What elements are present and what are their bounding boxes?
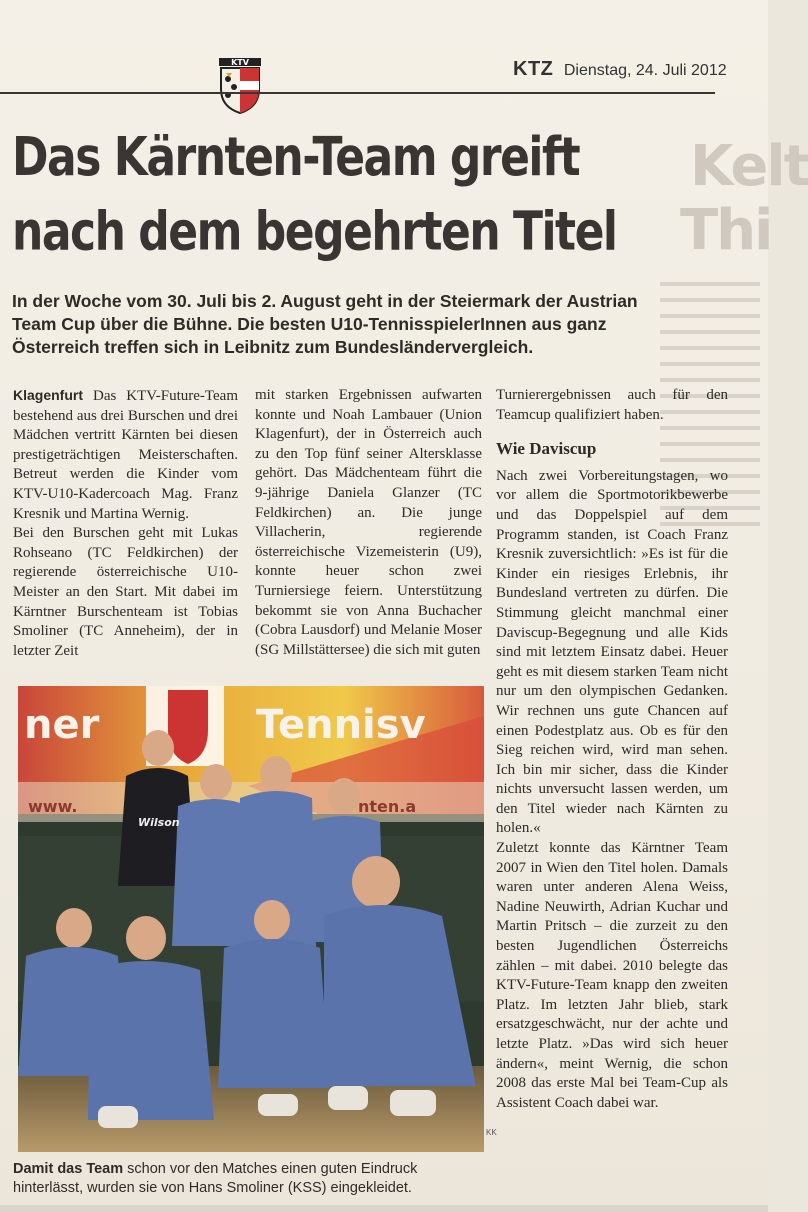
- article-column-3: [496, 386, 728, 1113]
- photo-credit: KK: [486, 1128, 497, 1137]
- ktv-logo: [218, 57, 262, 115]
- caption-text: schon vor den Matches einen guten Eindruck hinterlässt, wurden sie von Hans Smoliner (KSS) eingekleidet.: [13, 1161, 418, 1196]
- photo-caption: [13, 1160, 483, 1198]
- shirt-brand: Wilson: [138, 816, 180, 829]
- article-headline: [12, 120, 662, 269]
- column-1-paragraph: [13, 386, 238, 524]
- dateline: Klagenfurt: [13, 387, 83, 403]
- page-edge: [0, 1205, 768, 1212]
- article-lead: In der Woche vom 30. Juli bis 2. August geht in der Steiermark der Austrian Team Cup über die Bühne. Die besten U10-TennisspielerInnen aus ganz Österreich treffen sich in Leibnitz zum Bundesländervergleich.: [12, 291, 638, 357]
- headline-line-2: nach dem begehrten Titel: [12, 200, 617, 263]
- caption-lead: Damit das Team: [13, 1161, 124, 1177]
- banner-url-left: www.: [28, 797, 78, 816]
- article-column-1: [13, 386, 238, 661]
- column-1-paragraph-2: Bei den Burschen geht mit Lukas Rohseano (TC Feldkirchen) der regierende österreichische U10-Meister an den Start. Mit dabei im Kärntner Burschenteam ist Tobias Smoliner (TC Anneheim), der in letzter Zeit: [13, 525, 238, 659]
- column-2-paragraph: mit starken Ergebnissen aufwarten konnte und Noah Lambauer (Union Klagenfurt), der in Österreich auch zu den Top fünf seiner Altersklasse gehört. Das Mädchenteam führt die 9-jährige Daniela Glanzer (TC Feldkirchen) an. Die junge Villacherin, regierende österreichische Vizemeisterin (U9), konnte heuer schon zwei Turniersiege feiern. Unterstützung bekommt sie von Anna Buchacher (Cobra Lausdorf) und Melanie Moser (SG Millstättersee) die sich mit guten: [255, 387, 482, 658]
- article-column-2: [255, 386, 482, 660]
- headline-line-1: Das Kärnten-Team greift: [12, 126, 580, 189]
- column-3-paragraph-1: Turnierergebnissen auch für den Teamcup qualifiziert haben.: [496, 387, 728, 423]
- paper-name: KTZ: [513, 58, 554, 80]
- banner-text-left: ner: [24, 702, 100, 748]
- issue-date: Dienstag, 24. Juli 2012: [563, 62, 727, 79]
- logo-text: KTV: [231, 58, 249, 67]
- column-3-paragraph-2: Nach zwei Vorbereitungstagen, wo vor allem die Sportmotorikbewerbe und das Doppelspiel auf dem Programm standen, ist Coach Franz Kresnik zuversichtlich: »Es ist für die Kinder ein riesiges Erlebnis, ihr Bundesland vertreten zu dürfen. Die Stimmung gleicht manchmal einer Daviscup-Begegnung und alle Kids sind mit letztem Einsatz dabei. Heuer geht es mit diesem starken Team nicht nur um den olympischen Gedanken. Wir rechnen uns gute Chancen auf einen Podestplatz aus. Ob es für den Sieg reichen wird, wird man sehen. Ich bin mir sicher, dass die Kinder nichts unversucht lassen werden, um den Titel wieder nach Kärnten zu holen.«: [496, 467, 728, 837]
- subheading: Wie Daviscup: [496, 439, 597, 459]
- banner-text-right: Tennisv: [256, 702, 426, 748]
- masthead-rule: [0, 92, 715, 94]
- bleed-headline-2: Thi: [680, 198, 772, 263]
- column-1-text: Das KTV-Future-Team bestehend aus drei Burschen und drei Mädchen vertritt Kärnten bei diesen prestigeträchtigen Meisterschaften. Betreut werden die Kinder vom KTV-U10-Kadercoach Mag. Franz Kresnik und Martina Wernig.: [13, 388, 238, 522]
- masthead: [513, 58, 727, 81]
- column-3-paragraph-3: Zuletzt konnte das Kärntner Team 2007 in Wien den Titel holen. Damals waren unter anderen Alena Weiss, Nadine Neuwirth, Adrian Kuchar und Martin Pritsch – die zurzeit zu den besten Jugendlichen Österreichs zählen – mit dabei. 2010 belegte das KTV-Future-Team knapp den zweiten Platz. Im letzten Jahr blieb, stark ersatzgeschwächt, nur der achte und letzte Platz. »Das wird sich heuer ändern«, meint Wernig, die schon 2008 das erste Mal bei Team-Cup als Assistent Coach dabei war.: [496, 840, 728, 1111]
- bleed-headline-1: Kelt: [690, 134, 808, 199]
- banner-url-right: nten.a: [358, 797, 417, 816]
- team-photo: [18, 686, 484, 1152]
